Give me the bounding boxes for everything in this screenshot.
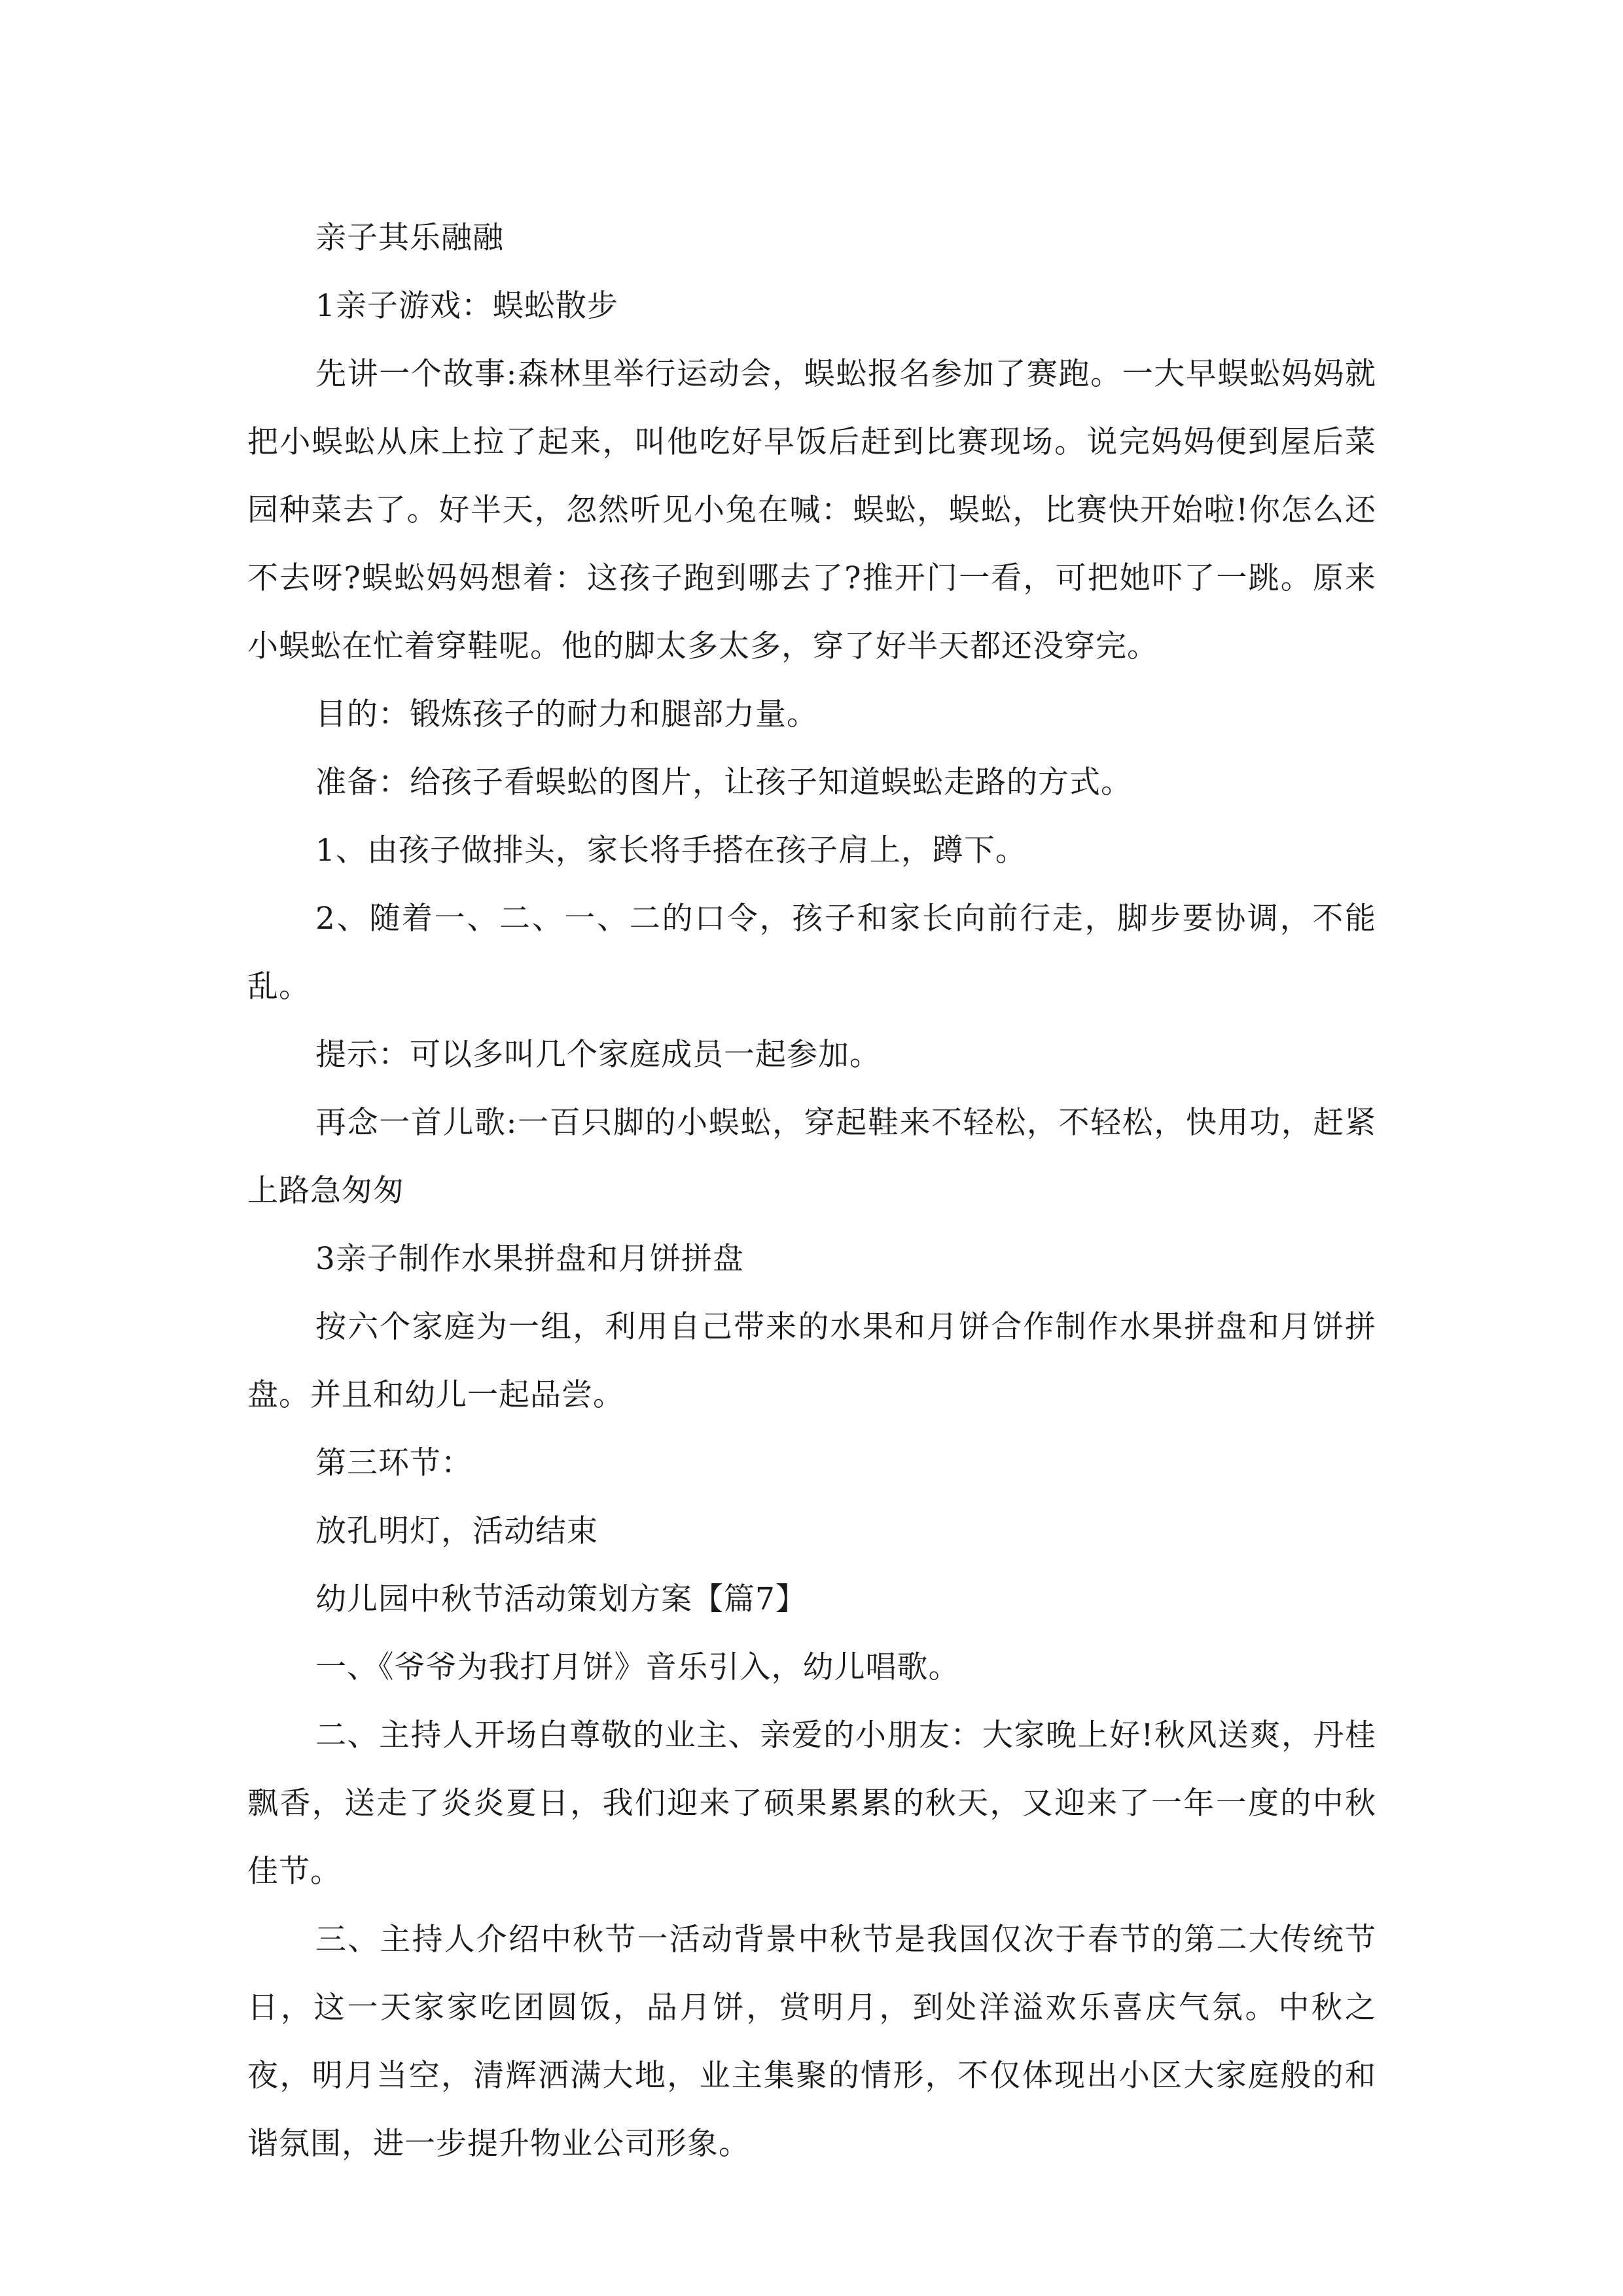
document-body — [247, 204, 1376, 2178]
paragraph-lanterns: 放孔明灯，活动结束 — [315, 1513, 598, 1549]
paragraph-item-1: 一、《爷爷为我打月饼》音乐引入，幼儿唱歌。 — [315, 1649, 960, 1685]
paragraph-item-2: 二、主持人开场白尊敬的业主、亲爱的小朋友：大家晚上好!秋风送爽，丹桂飘香，送走了炎炎夏日，我们迎来了硕果累累的秋天，又迎来了一年一度的中秋佳节。 — [247, 1717, 1376, 1890]
paragraph-step-1: 1、由孩子做排头，家长将手搭在孩子肩上，蹲下。 — [315, 833, 1027, 869]
paragraph-third-section: 第三环节： — [315, 1445, 473, 1481]
paragraph-preparation: 准备：给孩子看蜈蚣的图片，让孩子知道蜈蚣走路的方式。 — [315, 764, 1132, 800]
paragraph-tip: 提示：可以多叫几个家庭成员一起参加。 — [315, 1037, 881, 1073]
paragraph-purpose: 目的：锻炼孩子的耐力和腿部力量。 — [315, 696, 818, 732]
paragraph-nursery-rhyme: 再念一首儿歌:一百只脚的小蜈蚣，穿起鞋来不轻松，不轻松，快用功，赶紧上路急匆匆 — [247, 1105, 1376, 1209]
paragraph-platter-title: 3亲子制作水果拼盘和月饼拼盘 — [315, 1241, 744, 1277]
paragraph-plan-title: 幼儿园中秋节活动策划方案【篇7】 — [315, 1581, 807, 1617]
paragraph-item-3: 三、主持人介绍中秋节一活动背景中秋节是我国仅次于春节的第二大传统节日，这一天家家吃团圆饭，品月饼，赏明月，到处洋溢欢乐喜庆气氛。中秋之夜，明月当空，清辉洒满大地，业主集聚的情形，不仅体现出小区大家庭般的和谐氛围，进一步提升物业公司形象。 — [247, 1922, 1376, 2162]
paragraph-story: 先讲一个故事:森林里举行运动会，蜈蚣报名参加了赛跑。一大早蜈蚣妈妈就把小蜈蚣从床上拉了起来，叫他吃好早饭后赶到比赛现场。说完妈妈便到屋后菜园种菜去了。好半天，忽然听见小兔在喊：蜈蚣，蜈蚣，比赛快开始啦!你怎么还不去呀?蜈蚣妈妈想着：这孩子跑到哪去了?推开门一看，可把她吓了一跳。原来小蜈蚣在忙着穿鞋呢。他的脚太多太多，穿了好半天都还没穿完。 — [247, 356, 1376, 664]
paragraph-game-title: 1亲子游戏：蜈蚣散步 — [315, 288, 618, 324]
paragraph-step-2: 2、随着一、二、一、二的口令，孩子和家长向前行走，脚步要协调，不能乱。 — [247, 901, 1376, 1005]
paragraph-platter-desc: 按六个家庭为一组，利用自己带来的水果和月饼合作制作水果拼盘和月饼拼盘。并且和幼儿一起品尝。 — [247, 1309, 1376, 1413]
paragraph-heading-family-fun: 亲子其乐融融 — [315, 220, 504, 256]
